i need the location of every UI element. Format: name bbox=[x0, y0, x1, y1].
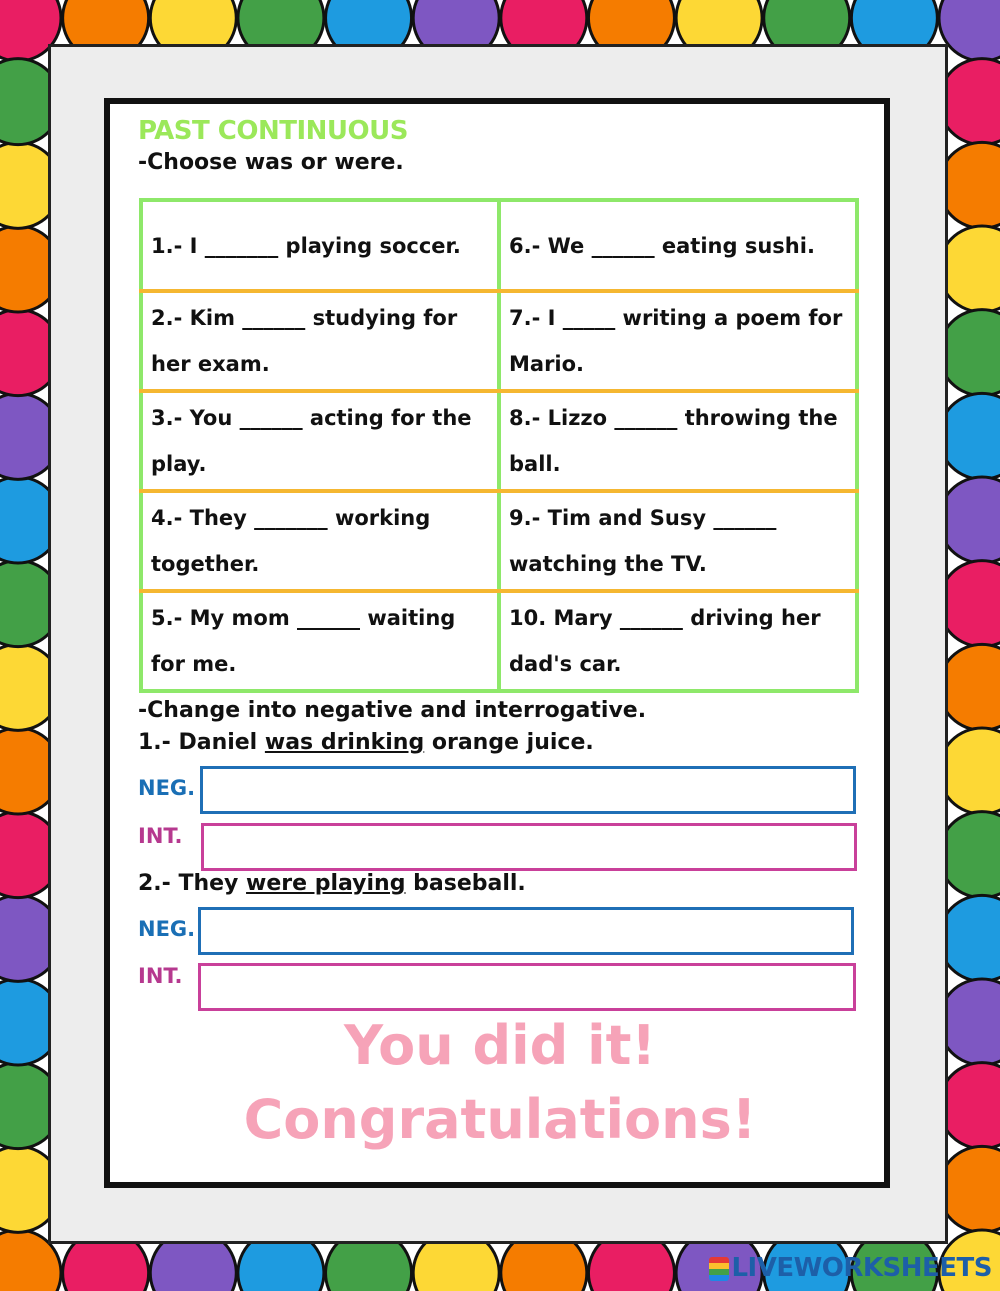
neg-label-2: NEG. bbox=[138, 917, 196, 941]
question-1-suffix: orange juice. bbox=[424, 730, 594, 755]
question-1-prefix: 1.- Daniel bbox=[138, 730, 265, 755]
neg-answer-box-2[interactable] bbox=[198, 907, 854, 955]
question-1 bbox=[138, 730, 594, 755]
logo-text: LIVEWORKSHEETS bbox=[731, 1253, 992, 1283]
int-label-2: INT. bbox=[138, 964, 183, 988]
exercise-item: 2.- Kim ______ studying for her exam. bbox=[141, 291, 499, 391]
exercise-row bbox=[141, 591, 857, 691]
border-dot bbox=[939, 728, 1000, 814]
neg-answer-box-1[interactable] bbox=[200, 766, 856, 814]
question-1-verb: was drinking bbox=[264, 730, 425, 755]
exercise-item: 9.- Tim and Susy ______ watching the TV. bbox=[499, 491, 857, 591]
exercise-row bbox=[141, 391, 857, 491]
int-answer-box-1[interactable] bbox=[201, 823, 857, 871]
exercise-table bbox=[139, 198, 859, 693]
exercise-row bbox=[141, 200, 857, 291]
instruction-choose: -Choose was or were. bbox=[138, 150, 404, 175]
int-label-1: INT. bbox=[138, 824, 183, 848]
instruction-change: -Change into negative and interrogative. bbox=[138, 698, 647, 723]
border-dot bbox=[939, 1146, 1000, 1232]
neg-label-1: NEG. bbox=[138, 776, 196, 800]
border-dot bbox=[939, 644, 1000, 730]
page-title: PAST CONTINUOUS bbox=[138, 116, 408, 146]
exercise-item: 7.- I _____ writing a poem for Mario. bbox=[499, 291, 857, 391]
exercise-item: 10. Mary ______ driving her dad's car. bbox=[499, 591, 857, 691]
exercise-item: 4.- They _______ working together. bbox=[141, 491, 499, 591]
liveworksheets-icon bbox=[709, 1257, 729, 1281]
border-dot bbox=[939, 142, 1000, 228]
question-2-prefix: 2.- They bbox=[138, 871, 247, 896]
exercise-item: 5.- My mom ______ waiting for me. bbox=[141, 591, 499, 691]
exercise-row bbox=[141, 291, 857, 391]
exercise-item: 1.- I _______ playing soccer. bbox=[141, 200, 499, 291]
border-dot bbox=[939, 226, 1000, 312]
exercise-item: 6.- We ______ eating sushi. bbox=[499, 200, 857, 291]
border-dot bbox=[939, 393, 1000, 479]
question-2-suffix: baseball. bbox=[405, 871, 526, 896]
int-answer-box-2[interactable] bbox=[198, 963, 856, 1011]
border-dot bbox=[939, 310, 1000, 396]
congrats-line-1: You did it! bbox=[343, 1014, 657, 1077]
border-dot bbox=[939, 895, 1000, 981]
border-dot bbox=[939, 812, 1000, 898]
liveworksheets-logo bbox=[709, 1253, 992, 1283]
exercise-row bbox=[141, 491, 857, 591]
congrats-line-2: Congratulations! bbox=[243, 1088, 757, 1151]
border-dot bbox=[939, 477, 1000, 563]
exercise-item: 8.- Lizzo ______ throwing the ball. bbox=[499, 391, 857, 491]
border-dot bbox=[939, 0, 1000, 61]
question-2 bbox=[138, 871, 526, 896]
border-dot bbox=[939, 59, 1000, 145]
question-2-verb: were playing bbox=[246, 871, 406, 896]
border-dot bbox=[939, 561, 1000, 647]
exercise-item: 3.- You ______ acting for the play. bbox=[141, 391, 499, 491]
